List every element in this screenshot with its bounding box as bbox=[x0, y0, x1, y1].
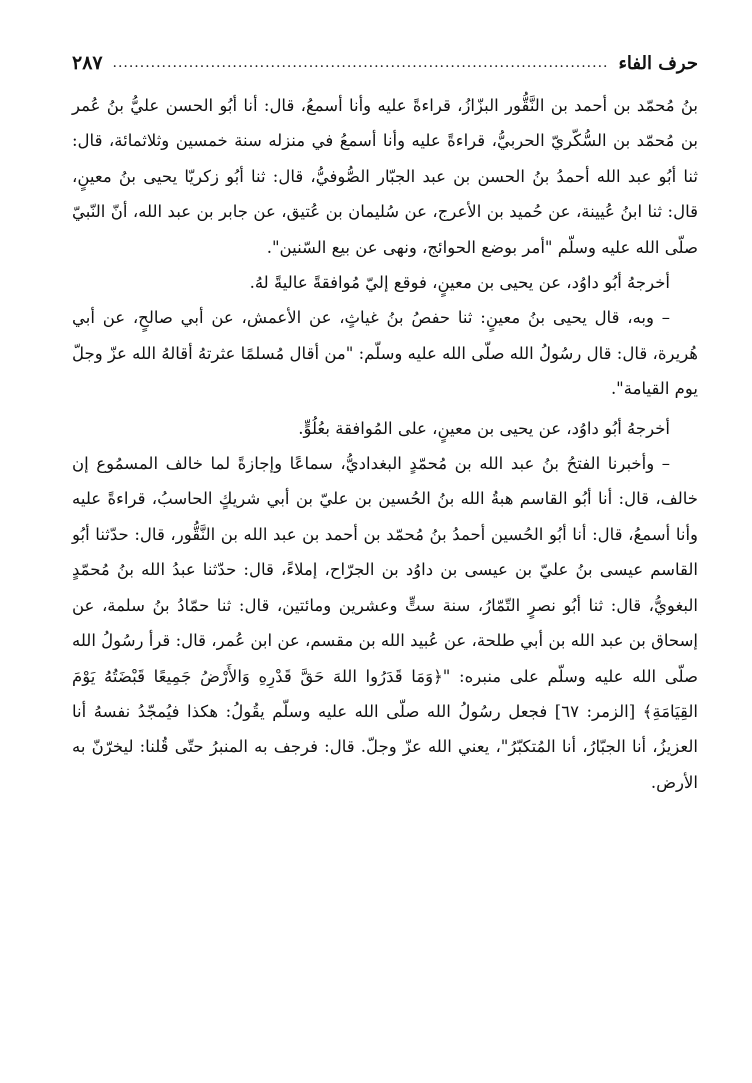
paragraph-takhrij-2: أخرجهُ أبُو داوُد، عن يحيى بن معينٍ، على المُوافقة بعُلُوٍّ. bbox=[298, 418, 670, 438]
page-number: ٢٨٧ bbox=[72, 52, 103, 74]
chapter-title: حرف الفاء bbox=[618, 52, 698, 74]
paragraph-isnad-continuation: بنُ مُحمّد بن أحمد بن النَّقُّور البزّازُ، قراءةً عليه وأنا أسمعُ، قال: أنا أبُو الحسن عليُّ بنُ عُمر بن مُحمّد بن السُّكّريّ الحربيُّ، قراءةً عليه وأنا أسمعُ في منزله سنة خمسين وثلاثمائة، قال: ثنا أبُو عبد الله أحمدُ بنُ الحسن بن عبد الجبّار الصُّوفيُّ، قال: ثنا أبُو زكريّا يحيى بنُ معينٍ، قال: ثنا ابنُ عُيينة، عن حُميد بن الأعرج، عن سُليمان بن عُتيق، عن جابر بن عبد الله، أنّ النّبيّ صلّى الله عليه وسلّم "أمر بوضع الحوائج، ونهى عن بيع السّنين". bbox=[72, 96, 698, 257]
paragraph-hadith-3: – وأخبرنا الفتحُ بنُ عبد الله بن مُحمّدٍ البغداديُّ، سماعًا وإجازةً لما خالف المسمُوع إن خالف، قال: أنا أبُو القاسم هبةُ الله بنُ الحُسين بن عليّ بن أبي شريكٍ الحاسبُ، قراءةً عليه وأنا أسمعُ، قال: أنا أبُو الحُسين أحمدُ بنُ مُحمّد بن أحمد بن عبد الله بن النَّقُّور، قال: حدّثنا أبُو القاسم عيسى بنُ عليّ بن عيسى بن داوُد بن الجرّاح، إملاءً، قال: حدّثنا عبدُ الله بنُ مُحمّدٍ البغويُّ، قال: ثنا أبُو نصرٍ التّمّارُ، سنة ستٍّ وعشرين ومائتين، قال: ثنا حمّادُ بنُ سلمة، عن إسحاق بن عبد الله بن أبي طلحة، عن عُبيد الله بن مقسم، عن ابن عُمر، قال: قرأ رسُولُ الله صلّى الله عليه وسلّم على منبره: "﴿وَمَا قَدَرُوا اللهَ حَقَّ قَدْرِهِ وَالأَرْضُ جَمِيعًا قَبْضَتُهُ يَوْمَ القِيَامَةِ﴾ [الزمر: ٦٧] فجعل رسُولُ الله صلّى الله عليه وسلّم يقُولُ: هكذا فيُمجّدُ نفسهُ أنا العزيزُ، أنا الجبّارُ، أنا المُتكبّرُ"، يعني الله عزّ وجلّ. قال: فرجف به المنبرُ حتّى قُلنا: ليخرّنّ به الأرض. bbox=[72, 454, 698, 792]
running-header bbox=[72, 44, 698, 82]
paragraph-hadith-2: – وبه، قال يحيى بنُ معينٍ: ثنا حفصُ بنُ غياثٍ، عن الأعمش، عن أبي صالحٍ، عن أبي هُريرة، قال: قال رسُولُ الله صلّى الله عليه وسلّم: "من أقال مُسلمًا عثرتهُ أقالهُ الله عزّ وجلّ يوم القيامة". bbox=[72, 308, 698, 399]
paragraph-takhrij-1: أخرجهُ أبُو داوُد، عن يحيى بن معينٍ، فوقع إليّ مُوافقةً عاليةً لهُ. bbox=[249, 273, 670, 293]
book-page bbox=[72, 44, 698, 1054]
header-dot-leader bbox=[111, 54, 609, 72]
page-body bbox=[72, 88, 698, 800]
